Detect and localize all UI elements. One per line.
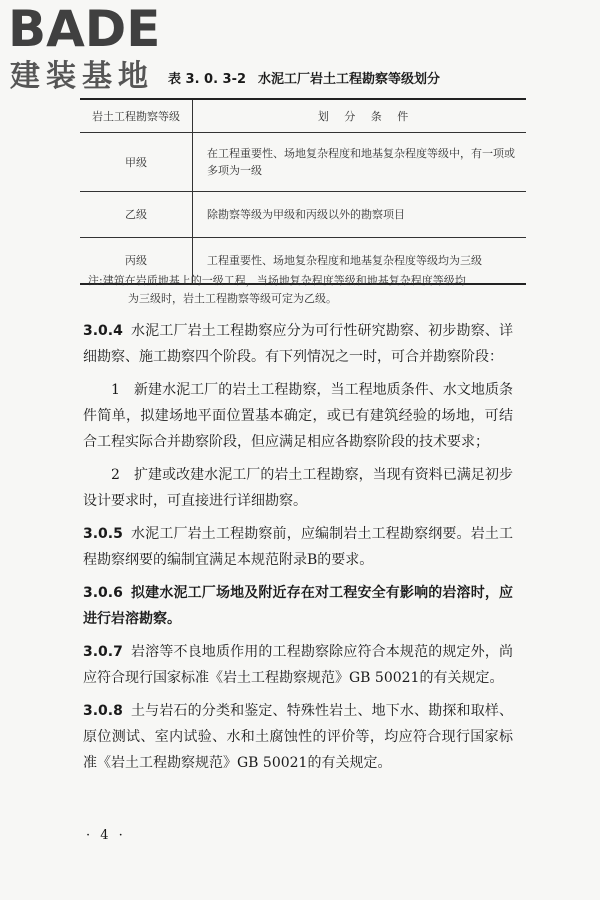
row-grade: 乙级 — [80, 192, 193, 238]
clause-3-0-4 — [83, 318, 513, 370]
table-row — [80, 192, 526, 238]
row-grade: 甲级 — [80, 133, 193, 192]
table-note — [88, 272, 528, 308]
header-grade: 岩土工程勘察等级 — [80, 99, 193, 133]
clause-number: 3.0.6 — [83, 585, 123, 601]
bade-logo — [8, 2, 178, 98]
clause-number: 3.0.7 — [83, 644, 123, 660]
clause-number: 3.0.5 — [83, 526, 123, 542]
table-row — [80, 133, 526, 192]
row-condition: 工程重要性、场地复杂程度和地基复杂程度等级均为三级 — [193, 238, 527, 285]
document-body — [83, 318, 513, 776]
row-condition: 除勘察等级为甲级和丙级以外的勘察项目 — [193, 192, 527, 238]
row-condition: 在工程重要性、场地复杂程度和地基复杂程度等级中，有一项或多项为一级 — [193, 133, 527, 192]
clause-3-0-5 — [83, 521, 513, 573]
header-condition: 划 分 条 件 — [193, 99, 527, 133]
clause-text: 岩溶等不良地质作用的工程勘察除应符合本规范的规定外，尚应符合现行国家标准《岩土工程勘察规范》GB 50021的有关规定。 — [83, 644, 513, 686]
clause-text: 拟建水泥工厂场地及附近存在对工程安全有影响的岩溶时，应进行岩溶勘察。 — [83, 585, 513, 627]
table-caption-number: 表 3. 0. 3-2 — [168, 72, 247, 87]
note-line-2: 为三级时，岩土工程勘察等级可定为乙级。 — [128, 292, 337, 305]
clause-item-1: 1 新建水泥工厂的岩土工程勘察，当工程地质条件、水文地质条件简单，拟建场地平面位置基本确定，或已有建筑经验的场地，可结合工程实际合并勘察阶段，但应满足相应各勘察阶段的技术要求； — [83, 382, 513, 450]
survey-grade-table — [80, 98, 526, 285]
clause-text: 水泥工厂岩土工程勘察前，应编制岩土工程勘察纲要。岩土工程勘察纲要的编制宜满足本规范附录B的要求。 — [83, 526, 513, 568]
logo-subtitle: 建装基地 — [10, 59, 154, 94]
page-number: · 4 · — [86, 828, 126, 843]
clause-number: 3.0.8 — [83, 703, 123, 719]
row-grade: 丙级 — [80, 238, 193, 285]
clause-3-0-6 — [83, 580, 513, 632]
clause-text: 土与岩石的分类和鉴定、特殊性岩土、地下水、勘探和取样、原位测试、室内试验、水和土腐蚀性的评价等，均应符合现行国家标准《岩土工程勘察规范》GB 50021的有关规定。 — [83, 703, 513, 771]
clause-item-2: 2 扩建或改建水泥工厂的岩土工程勘察，当现有资料已满足初步设计要求时，可直接进行详细勘察。 — [83, 467, 513, 509]
note-line-1: 注:建筑在岩质地基上的一级工程，当场地复杂程度等级和地基复杂程度等级均 — [88, 274, 466, 287]
table-caption — [168, 68, 440, 87]
table-header-row — [80, 99, 526, 133]
logo-wordmark: BADE — [8, 0, 161, 58]
clause-3-0-7 — [83, 639, 513, 691]
clause-3-0-8 — [83, 698, 513, 776]
clause-number: 3.0.4 — [83, 323, 123, 339]
table-caption-title: 水泥工厂岩土工程勘察等级划分 — [258, 72, 441, 87]
clause-text: 水泥工厂岩土工程勘察应分为可行性研究勘察、初步勘察、详细勘察、施工勘察四个阶段。有下列情况之一时，可合并勘察阶段： — [83, 323, 513, 365]
